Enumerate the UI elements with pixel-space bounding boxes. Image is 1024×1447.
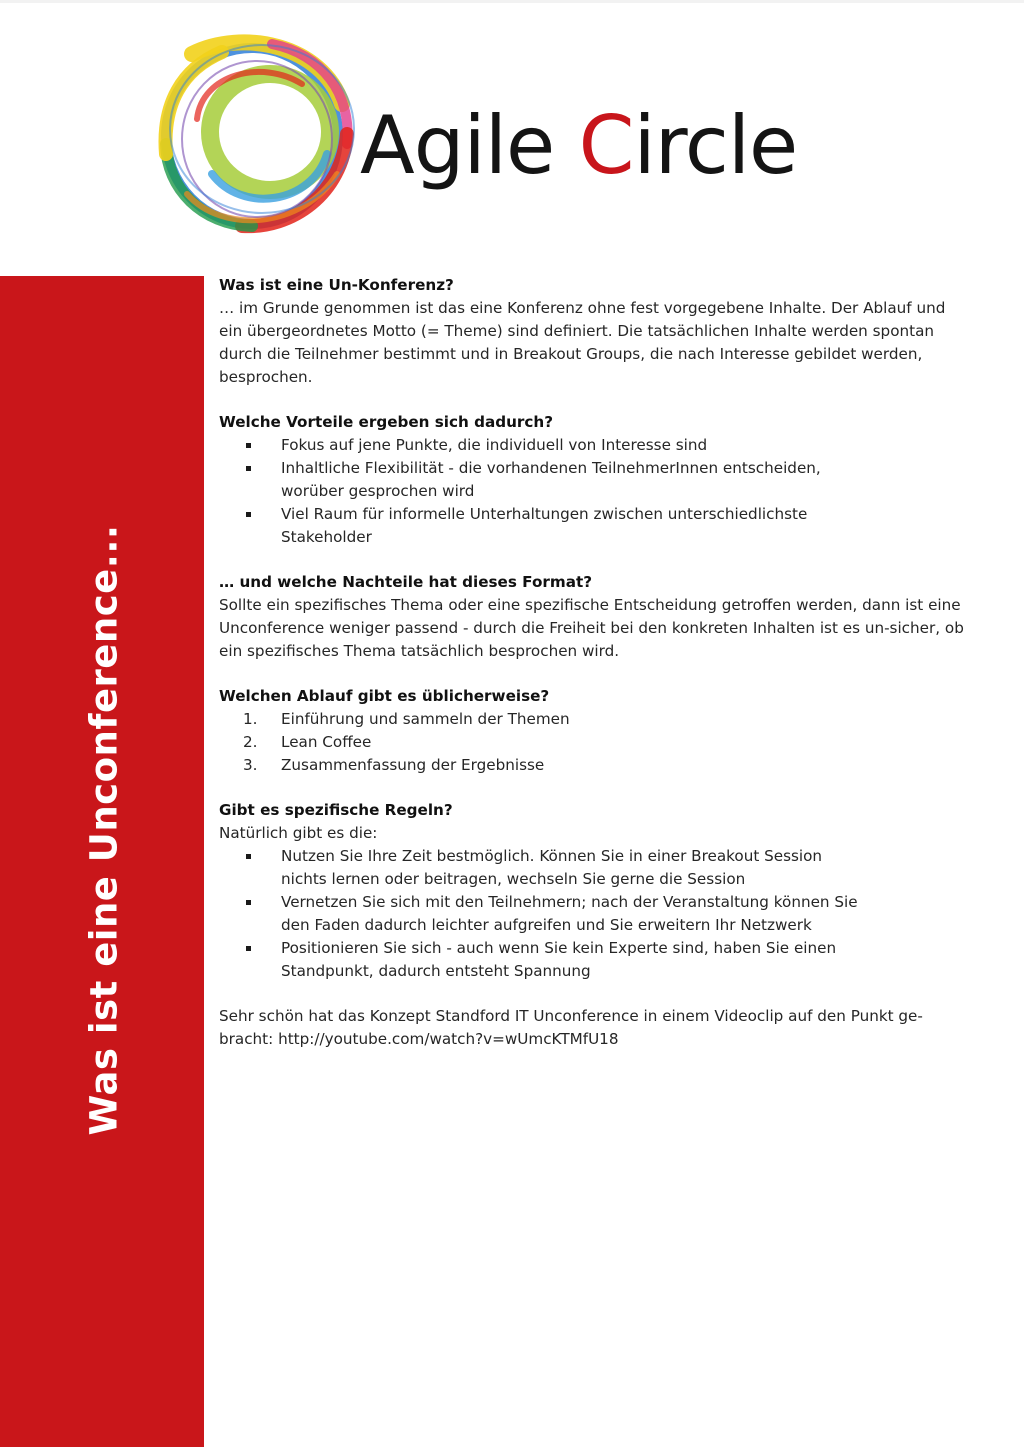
list-item: Vernetzen Sie sich mit den Teilnehmern; nach der Veranstaltung können Sie den Faden dadurch leichter aufgreifen und Sie erweitern Ihr Netzwerk xyxy=(219,891,861,937)
list-item xyxy=(219,731,861,754)
list-number: 1. xyxy=(243,710,258,728)
top-border xyxy=(0,0,1024,3)
list-number: 2. xyxy=(243,733,258,751)
list-number: 3. xyxy=(243,756,258,774)
section-intro-text: Natürlich gibt es die: xyxy=(219,824,378,842)
brand-name xyxy=(360,98,797,194)
section-intro xyxy=(219,274,969,389)
agenda-list xyxy=(219,708,969,777)
main-content xyxy=(219,274,969,1051)
section-body: Sehr schön hat das Konzept Standford IT Unconference in einem Videoclip auf den Punkt ge-bracht: http://youtube.com/watch?v=wUmcKTMfU18 xyxy=(219,1007,923,1048)
section-body: Sollte ein spezifisches Thema oder eine spezifische Entscheidung getroffen werden, dann ist eine Unconference weniger passend - durch die Freiheit bei den konkreten Inhalten ist es un-sicher, ob ein spezifisches Thema tatsächlich besprochen wird. xyxy=(219,596,964,660)
section-disadvantages xyxy=(219,571,969,663)
list-item: Positionieren Sie sich - auch wenn Sie kein Experte sind, haben Sie einen Standpunkt, dadurch entsteht Spannung xyxy=(219,937,861,983)
section-heading: Was ist eine Un-Konferenz? xyxy=(219,276,454,294)
list-item xyxy=(219,708,861,731)
section-agenda xyxy=(219,685,969,777)
list-item-text: Einführung und sammeln der Themen xyxy=(281,710,570,728)
list-item xyxy=(219,754,861,777)
section-heading: Welchen Ablauf gibt es üblicherweise? xyxy=(219,687,550,705)
colorful-circle-logo-icon xyxy=(152,24,362,238)
rules-list xyxy=(219,845,969,983)
list-item: Fokus auf jene Punkte, die individuell von Interesse sind xyxy=(219,434,861,457)
section-heading: Welche Vorteile ergeben sich dadurch? xyxy=(219,413,554,431)
section-rules xyxy=(219,799,969,983)
list-item: Viel Raum für informelle Unterhaltungen zwischen unterschiedlichste Stakeholder xyxy=(219,503,861,549)
list-item-text: Zusammenfassung der Ergebnisse xyxy=(281,756,545,774)
section-advantages xyxy=(219,411,969,549)
sidebar-title: Was ist eine Unconference... xyxy=(82,524,126,1136)
advantages-list xyxy=(219,434,969,549)
brand-name-part1: Agile xyxy=(360,99,579,192)
list-item: Nutzen Sie Ihre Zeit bestmöglich. Können Sie in einer Breakout Session nichts lernen oder beitragen, wechseln Sie gerne die Session xyxy=(219,845,861,891)
list-item: Inhaltliche Flexibilität - die vorhandenen TeilnehmerInnen entscheiden, worüber gesprochen wird xyxy=(219,457,861,503)
section-heading: … und welche Nachteile hat dieses Format? xyxy=(219,573,593,591)
brand-name-part2: ircle xyxy=(633,99,798,192)
brand-name-accent-letter: C xyxy=(578,99,634,192)
section-body: … im Grunde genommen ist das eine Konferenz ohne fest vorgegebene Inhalte. Der Ablauf und ein übergeordnetes Motto (= Theme) sind definiert. Die tatsächlichen Inhalte werden spontan durch die Teilnehmer bestimmt und in Breakout Groups, die nach Interesse gebildet werden, besprochen. xyxy=(219,299,946,386)
section-outro xyxy=(219,1005,969,1051)
section-heading: Gibt es spezifische Regeln? xyxy=(219,801,453,819)
list-item-text: Lean Coffee xyxy=(281,733,372,751)
